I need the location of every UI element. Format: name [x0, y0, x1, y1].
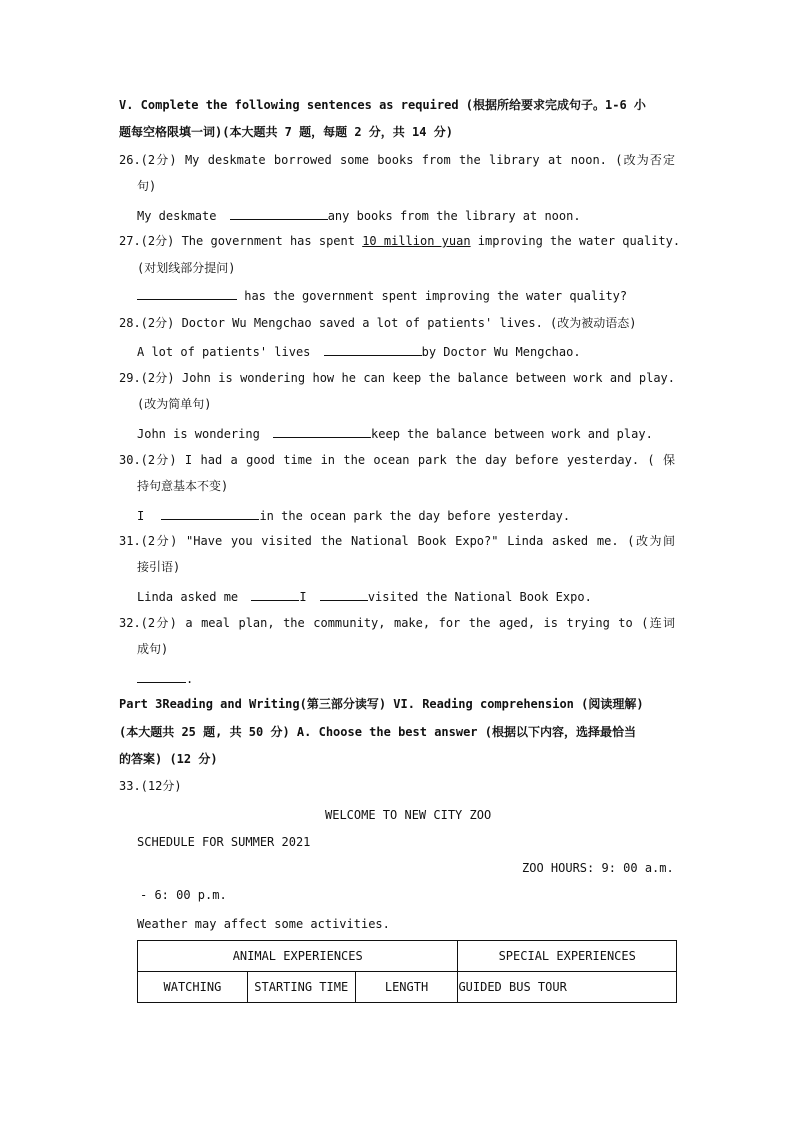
- q31-answer-line: [137, 588, 592, 606]
- q29-answer-pre: John is wondering: [137, 427, 268, 441]
- length-cell: LENGTH: [355, 972, 458, 1003]
- q27-answer-line: [137, 287, 627, 305]
- part3-heading-line3: 的答案) (12 分): [119, 752, 218, 766]
- zoo-hours-line2: - 6: 00 p.m.: [140, 888, 227, 902]
- q29-text: 29.(2分) John is wondering how he can keep the balance between work and play.: [119, 371, 675, 385]
- q31-blank-1[interactable]: [251, 588, 299, 601]
- q28-answer-line: [137, 343, 581, 361]
- q30-text-cont: 持句意基本不变): [137, 479, 229, 493]
- animal-experiences-header: ANIMAL EXPERIENCES: [138, 941, 458, 972]
- zoo-title: WELCOME TO NEW CITY ZOO: [325, 808, 492, 822]
- zoo-schedule-table: [137, 940, 677, 1003]
- part3-heading-line1: Part 3Reading and Writing(第三部分读写) VI. Reading comprehension (阅读理解): [119, 697, 644, 711]
- q29-text-cont: (改为简单句): [137, 397, 212, 411]
- q32-text-cont: 成句): [137, 642, 169, 656]
- q27-underlined: 10 million yuan: [362, 234, 471, 248]
- q26-text: 26.(2分) My deskmate borrowed some books from the library at noon. (改为否定: [119, 153, 675, 167]
- q26-answer-post: any books from the library at noon.: [327, 209, 581, 223]
- zoo-weather-note: Weather may affect some activities.: [137, 917, 390, 931]
- q28-blank[interactable]: [324, 343, 422, 356]
- q31-answer-mid: I: [299, 590, 314, 604]
- guided-bus-tour-cell: GUIDED BUS TOUR: [458, 972, 677, 1003]
- q31-answer-pre: Linda asked me: [137, 590, 246, 604]
- q28-answer-pre: A lot of patients' lives: [137, 345, 318, 359]
- q26-answer-pre: My deskmate: [137, 209, 224, 223]
- special-experiences-header: SPECIAL EXPERIENCES: [458, 941, 677, 972]
- q32-answer-line: [137, 670, 193, 688]
- table-row: [138, 972, 677, 1003]
- q26-text-cont: 句): [137, 179, 157, 193]
- q28-answer-post: by Doctor Wu Mengchao.: [421, 345, 581, 359]
- q33-label: 33.(12分): [119, 779, 182, 793]
- starting-time-cell: STARTING TIME: [247, 972, 355, 1003]
- q26-answer-line: [137, 207, 581, 225]
- q31-text-cont: 接引语): [137, 560, 181, 574]
- q30-answer-pre: I: [137, 509, 152, 523]
- zoo-schedule: SCHEDULE FOR SUMMER 2021: [137, 835, 311, 849]
- watching-cell: WATCHING: [138, 972, 248, 1003]
- q29-answer-post: keep the balance between work and play.: [371, 427, 653, 441]
- q27-text-cont: (对划线部分提问): [137, 261, 236, 275]
- q27-answer-post: has the government spent improving the water quality?: [237, 289, 628, 303]
- q29-blank[interactable]: [273, 425, 371, 438]
- q29-answer-line: [137, 425, 653, 443]
- q27-prefix: 27.(2分) The government has spent: [119, 234, 363, 248]
- q26-blank[interactable]: [230, 207, 328, 220]
- q32-blank[interactable]: [137, 670, 186, 683]
- q30-answer-post: in the ocean park the day before yesterday.: [259, 509, 571, 523]
- q30-answer-line: [137, 507, 570, 525]
- q32-answer-post: .: [186, 672, 194, 686]
- section5-heading-line1: V. Complete the following sentences as required (根据所给要求完成句子。1-6 小: [119, 98, 646, 112]
- section5-heading-line2: 题每空格限填一词)(本大题共 7 题，每题 2 分，共 14 分): [119, 125, 453, 139]
- table-header-row: [138, 941, 677, 972]
- q31-blank-2[interactable]: [320, 588, 368, 601]
- q27-blank[interactable]: [137, 287, 237, 300]
- part3-heading-line2: (本大题共 25 题, 共 50 分) A. Choose the best answer (根据以下内容，选择最恰当: [119, 725, 636, 739]
- q30-blank[interactable]: [161, 507, 259, 520]
- q30-text: 30.(2分) I had a good time in the ocean park the day before yesterday. ( 保: [119, 453, 675, 467]
- q28-text: 28.(2分) Doctor Wu Mengchao saved a lot of patients' lives. (改为被动语态): [119, 316, 637, 330]
- q32-text: 32.(2分) a meal plan, the community, make, for the aged, is trying to (连词: [119, 616, 675, 630]
- q27-suffix: improving the water quality.: [470, 234, 681, 248]
- q31-text: 31.(2分) "Have you visited the National Book Expo?" Linda asked me. (改为间: [119, 534, 675, 548]
- q27-text: [119, 232, 681, 250]
- zoo-hours-line1: ZOO HOURS: 9: 00 a.m.: [522, 861, 674, 875]
- q31-answer-post: visited the National Book Expo.: [367, 590, 592, 604]
